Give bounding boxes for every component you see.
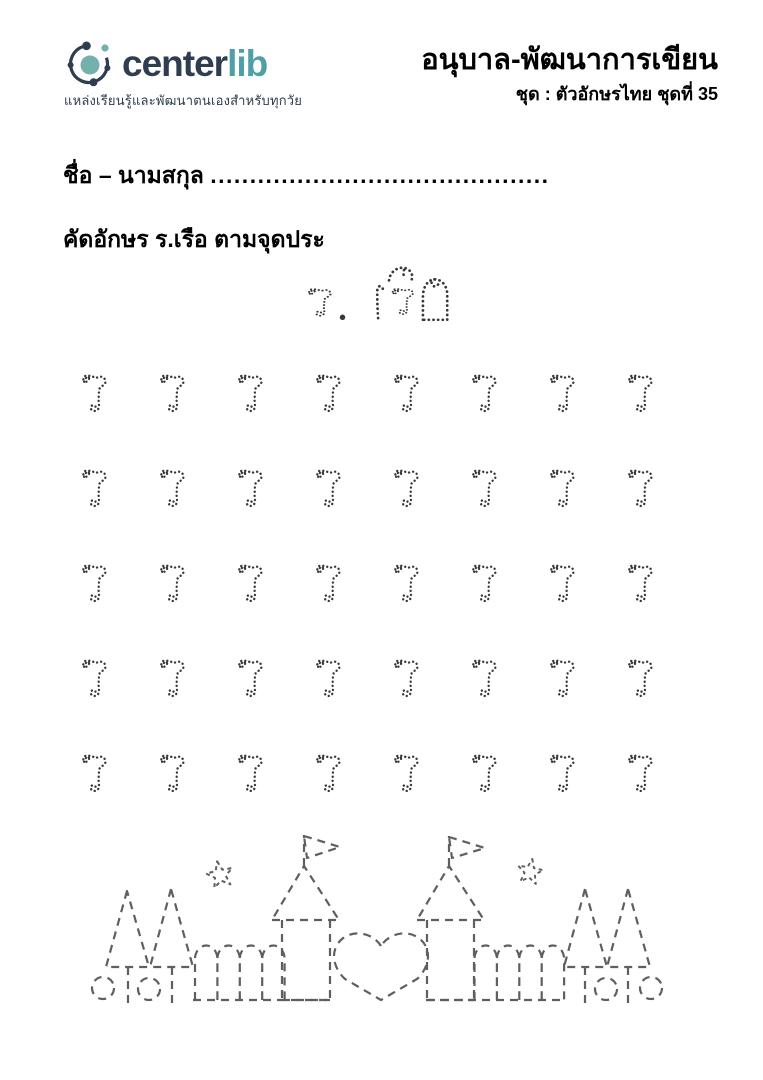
worksheet-subtitle: ชุด : ตัวอักษรไทย ชุดที่ 35 — [515, 84, 718, 105]
trace-letter-ro — [234, 467, 268, 514]
trace-letter-ro — [156, 752, 190, 799]
name-dotted-line: ........................................... — [210, 162, 550, 188]
trace-letter-ro — [312, 372, 346, 419]
trace-letter-ro — [390, 657, 424, 704]
brand-name — [122, 42, 268, 84]
star-icon — [204, 859, 235, 889]
star-icon — [516, 857, 545, 885]
tower-shape — [427, 920, 474, 1000]
centerlib-logo-icon — [62, 36, 116, 90]
trace-letter-ro — [624, 562, 658, 609]
trace-letter-ro — [468, 372, 502, 419]
tree-icon — [607, 889, 650, 967]
tree-icon — [106, 891, 149, 967]
castle-tracing-art — [80, 823, 685, 1023]
trace-letter-ro — [78, 372, 112, 419]
flag-icon — [304, 835, 340, 866]
trace-letter-ro — [234, 752, 268, 799]
circle-shape — [92, 977, 114, 999]
tree-icon — [150, 889, 193, 967]
trace-letter-ro — [468, 752, 502, 799]
trace-letter-ro — [156, 467, 190, 514]
trace-letter-ro — [468, 657, 502, 704]
trace-letter-ro — [312, 752, 346, 799]
trace-letter-ro — [624, 752, 658, 799]
fence-shape — [426, 945, 565, 1000]
trace-heading-art — [299, 262, 471, 325]
trace-letter-ro — [156, 562, 190, 609]
trace-letter-ro — [624, 372, 658, 419]
trace-letter-ro — [78, 562, 112, 609]
heart-icon — [334, 933, 428, 1000]
trace-letter-ro — [78, 467, 112, 514]
tower-shape — [282, 920, 330, 1000]
tree-icon — [564, 889, 607, 967]
trace-letter-ro — [624, 657, 658, 704]
trace-letter-ro — [390, 467, 424, 514]
fence-shape — [193, 946, 331, 1001]
trace-letter-ro — [390, 562, 424, 609]
trace-letter-ro — [78, 657, 112, 704]
trace-letter-ro — [234, 657, 268, 704]
flag-icon — [449, 836, 485, 866]
trace-letter-ro — [234, 372, 268, 419]
trace-letter-ro — [312, 467, 346, 514]
trace-letter-ro — [390, 752, 424, 799]
brand-tagline: แหล่งเรียนรู้และพัฒนาตนเองสำหรับทุกวัย — [64, 93, 303, 108]
worksheet-title: อนุบาล-พัฒนาการเขียน — [421, 44, 718, 76]
worksheet-header — [421, 44, 718, 108]
practice-grid — [56, 372, 680, 799]
trace-letter-ro — [546, 752, 580, 799]
brand-secondary: lib — [227, 42, 268, 84]
trace-letter-ro — [312, 562, 346, 609]
circle-shape — [138, 978, 160, 1000]
circle-shape — [595, 978, 617, 1000]
trace-letter-ro — [156, 372, 190, 419]
trace-letter-ro — [546, 562, 580, 609]
trace-letter-ro — [156, 657, 190, 704]
name-line — [63, 158, 550, 194]
circle-shape — [640, 977, 662, 999]
trace-letter-ro — [78, 752, 112, 799]
trace-heading-text — [0, 0, 1, 1]
brand-primary: center — [122, 42, 228, 84]
trace-letter-ro — [234, 562, 268, 609]
trace-letter-ro — [312, 657, 346, 704]
trace-letter-ro — [546, 657, 580, 704]
roof-shape — [272, 866, 339, 920]
trace-letter-ro — [468, 562, 502, 609]
trace-letter-ro — [624, 467, 658, 514]
trace-letter-ro — [468, 467, 502, 514]
instruction-text: คัดอักษร ร.เรือ ตามจุดประ — [63, 226, 325, 252]
name-label: ชื่อ – นามสกุล — [63, 162, 211, 188]
trace-letter-ro — [546, 372, 580, 419]
roof-shape — [417, 866, 484, 920]
trace-letter-ro — [390, 372, 424, 419]
logo — [62, 36, 267, 90]
trace-letter-ro — [546, 467, 580, 514]
